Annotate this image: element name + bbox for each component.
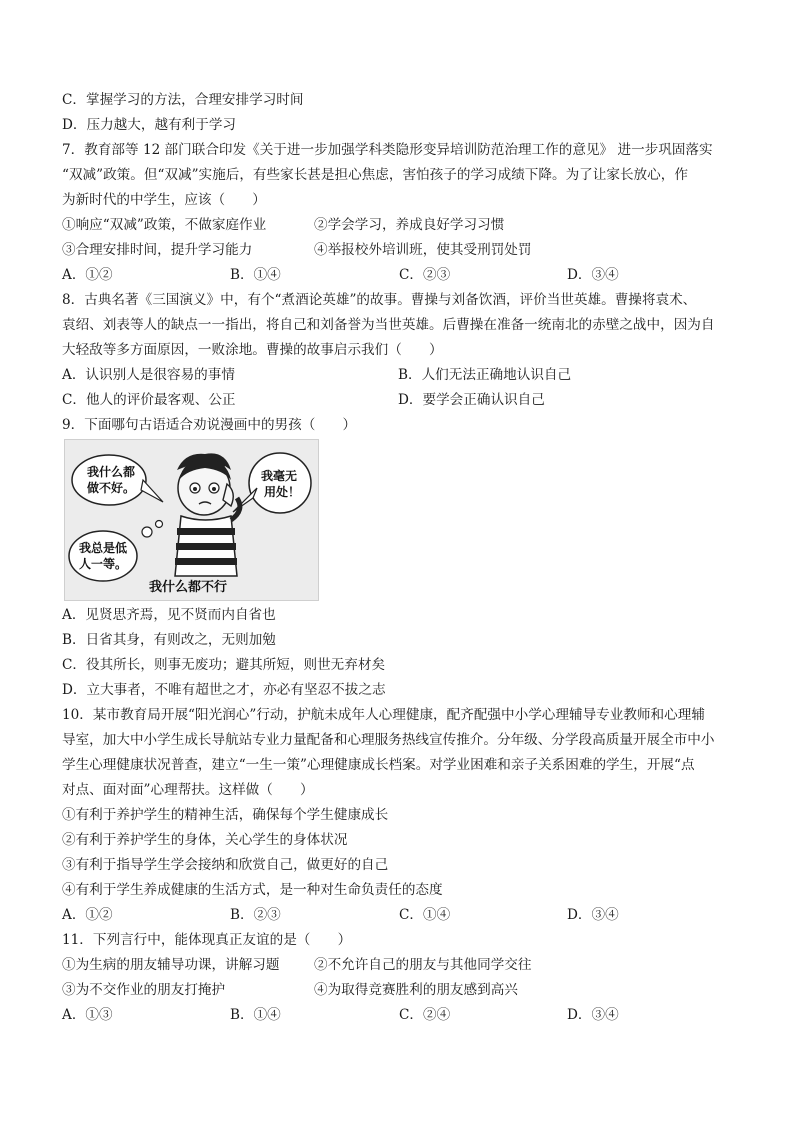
q9-option-a: A．见贤思齐焉，见不贤而内自省也 xyxy=(62,607,276,623)
q8-option-c: C．他人的评价最客观、公正 xyxy=(62,392,236,408)
q11-options xyxy=(62,1006,742,1024)
bubble-bottom-left-line-2: 人一等。 xyxy=(79,557,128,571)
q10-stem-line-3: 学生心理健康状况普查，建立“一生一策”心理健康成长档案。对学业困难和亲子关系困难的学生，开展“点 xyxy=(62,757,695,773)
q7-statement-3: ③合理安排时间，提升学习能力 xyxy=(62,242,253,258)
q7-statements-row-2 xyxy=(62,241,742,259)
q7-option-d: D．③④ xyxy=(567,267,619,283)
q10-statement-1: ①有利于养护学生的精神生活，确保每个学生健康成长 xyxy=(62,807,389,823)
q11-statement-1: ①为生病的朋友辅导功课，讲解习题 xyxy=(62,957,280,973)
q8-option-d: D．要学会正确认识自己 xyxy=(398,392,545,408)
thought-bubble-bottom-left xyxy=(69,531,137,581)
q10-statement-2: ②有利于养护学生的身体，关心学生的身体状况 xyxy=(62,832,348,848)
q11-statements-row-1 xyxy=(62,956,742,974)
thought-bubble-top-left xyxy=(72,455,146,505)
q8-options-row-2 xyxy=(62,391,742,409)
q10-stem-line-4: 对点、面对面”心理帮扶。这样做（ ） xyxy=(62,782,314,798)
q9-cartoon-image xyxy=(64,439,319,601)
q9-stem: 9．下面哪句古语适合劝说漫画中的男孩（ ） xyxy=(62,417,357,433)
q8-option-b: B．人们无法正确地认识自己 xyxy=(398,367,572,383)
q11-option-c: C．②④ xyxy=(399,1007,451,1023)
q11-statement-4: ④为取得竞赛胜利的朋友感到高兴 xyxy=(314,982,518,998)
q9-option-b: B．日省其身，有则改之，无则加勉 xyxy=(62,632,276,648)
q8-options-row-1 xyxy=(62,366,742,384)
q7-option-a: A．①② xyxy=(62,267,113,283)
q10-option-c: C．①④ xyxy=(399,907,451,923)
boy-figure xyxy=(175,453,240,576)
q7-statement-4: ④举报校外培训班，使其受刑罚处罚 xyxy=(314,242,532,258)
q9-option-c: C．役其所长，则事无废功；避其所短，则世无弃材矣 xyxy=(62,657,386,673)
q10-option-d: D．③④ xyxy=(567,907,619,923)
q7-option-b: B．①④ xyxy=(230,267,281,283)
q7-option-c: C．②③ xyxy=(399,267,451,283)
q10-statement-3: ③有利于指导学生学会接纳和欣赏自己，做更好的自己 xyxy=(62,857,389,873)
q11-stem: 11．下列言行中，能体现真正友谊的是（ ） xyxy=(62,932,352,948)
q11-statement-3: ③为不交作业的朋友打掩护 xyxy=(62,982,226,998)
bubble-right-line-1: 我毫无 xyxy=(261,469,298,483)
q10-stem-line-1: 10．某市教育局开展“阳光润心”行动，护航未成年人心理健康，配齐配强中小学心理辅导专业教师和心理辅 xyxy=(62,707,705,723)
q10-statement-4: ④有利于学生养成健康的生活方式，是一种对生命负责任的态度 xyxy=(62,882,443,898)
q8-stem-line-1: 8．古典名著《三国演义》中，有个“煮酒论英雄”的故事。曹操与刘备饮酒，评价当世英雄。曹操将袁术、 xyxy=(62,292,697,308)
thought-bubble-right xyxy=(249,453,311,513)
q7-stem-line-2: “双减”政策。但“双减”实施后，有些家长甚是担心焦虑，害怕孩子的学习成绩下降。为了让家长放心，作 xyxy=(62,167,688,183)
q6-option-c: C．掌握学习的方法，合理安排学习时间 xyxy=(62,92,304,108)
q7-options xyxy=(62,266,742,284)
q9-option-d: D．立大事者，不唯有超世之才，亦必有坚忍不拔之志 xyxy=(62,682,386,698)
q7-statement-2: ②学会学习，养成良好学习习惯 xyxy=(314,217,505,233)
bubble-bottom-left-line-1: 我总是低 xyxy=(79,541,128,555)
q7-stem-line-1: 7．教育部等 12 部门联合印发《关于进一步加强学科类隐形变异培训防范治理工作的意见》 进一步巩固落实 xyxy=(62,142,713,158)
bubble-right-line-2: 用处！ xyxy=(264,485,301,499)
q11-option-a: A．①③ xyxy=(62,1007,113,1023)
q8-stem-line-3: 大轻敌等多方面原因，一败涂地。曹操的故事启示我们（ ） xyxy=(62,342,443,358)
q7-statements-row-1 xyxy=(62,216,742,234)
q11-option-b: B．①④ xyxy=(230,1007,281,1023)
bubble-top-left-line-2: 做不好。 xyxy=(87,481,136,495)
cartoon-drawing xyxy=(65,440,318,600)
cartoon-caption: 我什么都不行 xyxy=(149,580,228,595)
q8-option-a: A．认识别人是很容易的事情 xyxy=(62,367,235,383)
q10-stem-line-2: 导室，加大中小学生成长导航站专业力量配备和心理服务热线宣传推介。分年级、分学段高质量开展全市中小 xyxy=(62,732,715,748)
q6-option-d: D．压力越大，越有利于学习 xyxy=(62,117,237,133)
q8-stem-line-2: 袁绍、刘表等人的缺点一一指出，将自己和刘备誉为当世英雄。后曹操在准备一统南北的赤壁之战中，因为自 xyxy=(62,317,715,333)
q7-stem-line-3: 为新时代的中学生，应该（ ） xyxy=(62,192,266,208)
q11-statements-row-2 xyxy=(62,981,742,999)
q11-statement-2: ②不允许自己的朋友与其他同学交往 xyxy=(314,957,532,973)
bubble-top-left-line-1: 我什么都 xyxy=(87,465,136,479)
q7-statement-1: ①响应“双减”政策，不做家庭作业 xyxy=(62,217,267,233)
q11-option-d: D．③④ xyxy=(567,1007,619,1023)
q10-option-b: B．②③ xyxy=(230,907,281,923)
q10-options xyxy=(62,906,742,924)
q10-option-a: A．①② xyxy=(62,907,113,923)
